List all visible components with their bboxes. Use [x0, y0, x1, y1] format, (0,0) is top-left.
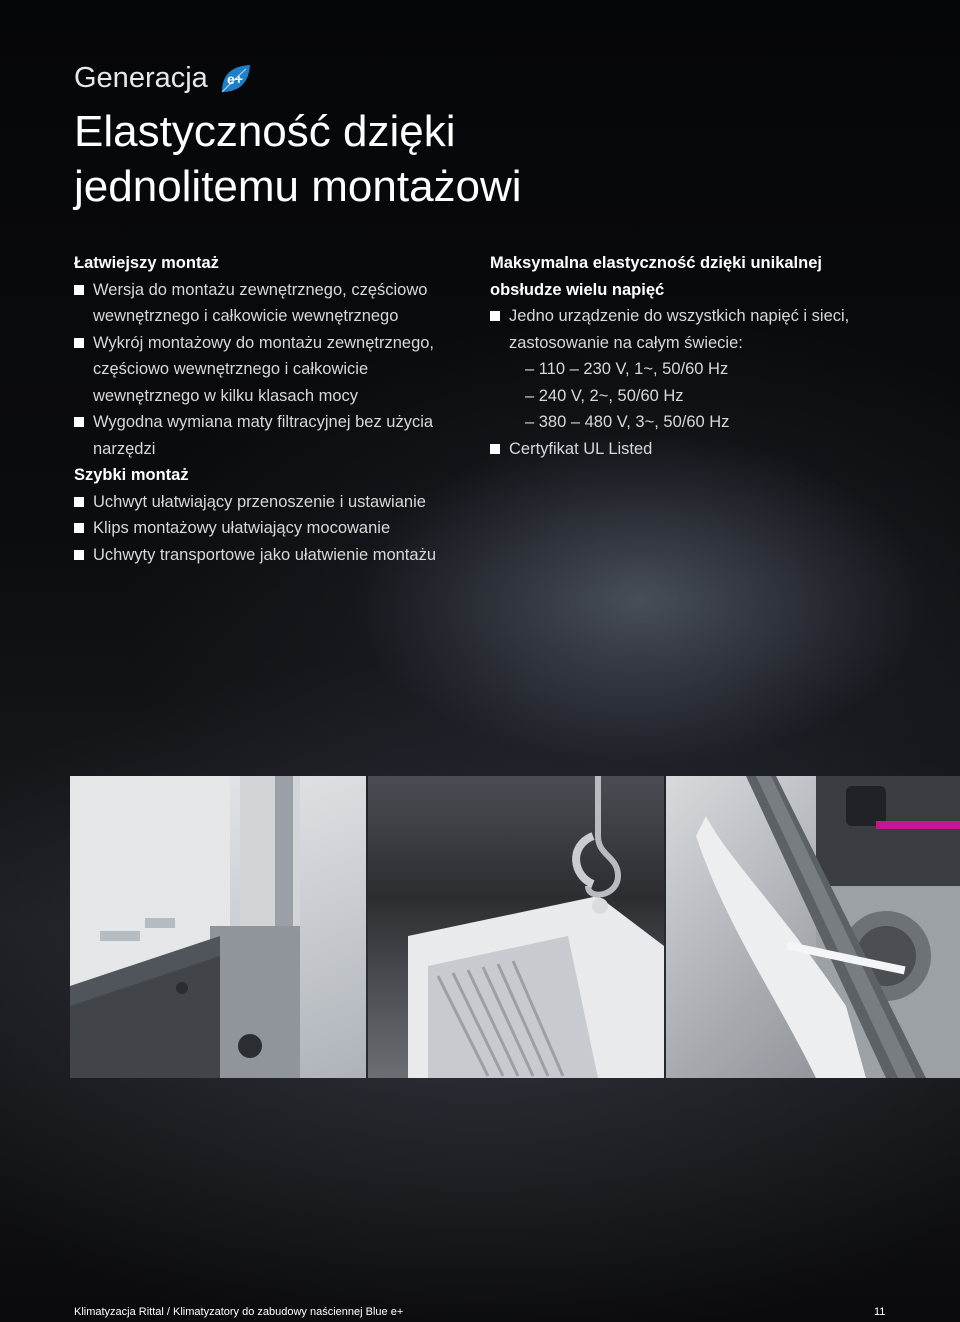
list-item: Uchwyt ułatwiający przenoszenie i ustawianie	[74, 489, 494, 516]
page-title	[74, 104, 774, 214]
section-heading-easier-mounting: Łatwiejszy montaż	[74, 254, 219, 272]
list-item: Wygodna wymiana maty filtracyjnej bez użycia narzędzi	[74, 409, 494, 462]
footer-caption: Klimatyzacja Rittal / Klimatyzatory do zabudowy naściennej Blue e+	[74, 1306, 404, 1318]
left-column	[74, 250, 494, 568]
photo-transport-hook	[368, 776, 664, 1078]
list-item: Klips montażowy ułatwiający mocowanie	[74, 515, 494, 542]
square-bullet-icon	[490, 444, 500, 454]
series-label: Generacja	[74, 62, 208, 94]
right-column	[490, 250, 910, 462]
list-item: Wersja do montażu zewnętrznego, częściowo wewnętrznego i całkowicie wewnętrznego	[74, 277, 494, 330]
list-item: Certyfikat UL Listed	[490, 436, 910, 463]
blue-e-plus-leaf-icon	[218, 62, 252, 96]
photo-mounting-clip	[70, 776, 366, 1078]
section-heading-quick-mounting: Szybki montaż	[74, 466, 189, 484]
list-item: Uchwyty transportowe jako ułatwienie montażu	[74, 542, 494, 569]
square-bullet-icon	[74, 417, 84, 427]
page-number: 11	[874, 1306, 886, 1318]
photo-filter-mat-frame	[666, 776, 960, 1078]
voltage-line: – 110 – 230 V, 1~, 50/60 Hz	[525, 360, 729, 378]
square-bullet-icon	[74, 550, 84, 560]
title-line-1: Elastyczność dzięki	[74, 107, 456, 156]
list-item: Jedno urządzenie do wszystkich napięć i sieci, zastosowanie na całym świecie:	[490, 303, 910, 356]
square-bullet-icon	[74, 338, 84, 348]
product-photo-strip	[70, 776, 960, 1078]
square-bullet-icon	[74, 523, 84, 533]
square-bullet-icon	[74, 285, 84, 295]
list-item: Wykrój montażowy do montażu zewnętrznego, częściowo wewnętrznego i całkowicie wewnętrznego w kilku klasach mocy	[74, 330, 494, 410]
voltage-line: – 380 – 480 V, 3~, 50/60 Hz	[525, 413, 730, 431]
voltage-line: – 240 V, 2~, 50/60 Hz	[525, 386, 684, 405]
square-bullet-icon	[490, 311, 500, 321]
square-bullet-icon	[74, 497, 84, 507]
section-heading-multi-voltage: Maksymalna elastyczność dzięki unikalnej obsłudze wielu napięć	[490, 254, 822, 299]
svg-text:e+: e+	[227, 71, 243, 87]
title-line-2: jednolitemu montażowi	[74, 162, 522, 211]
